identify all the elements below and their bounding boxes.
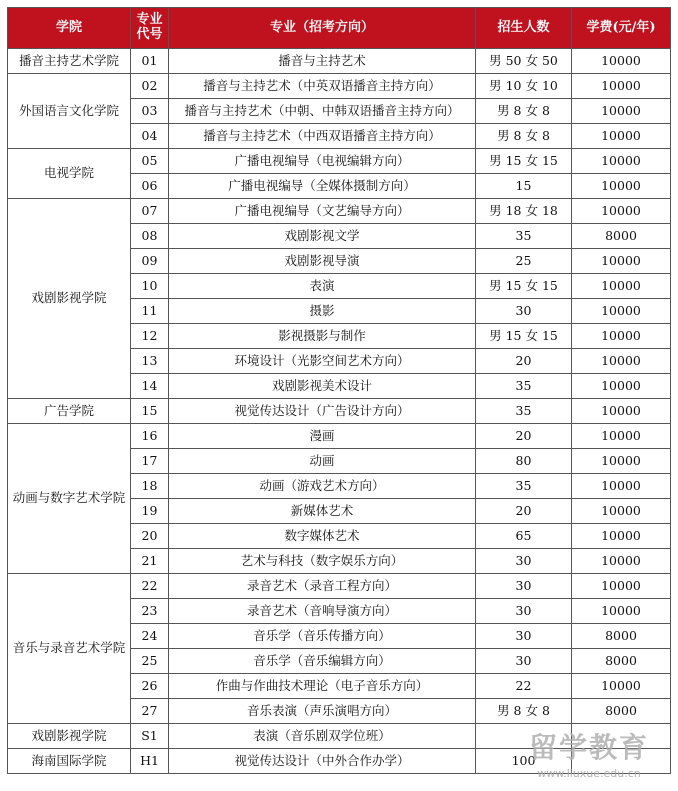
major-cell: 音乐学（音乐传播方向） <box>169 624 476 649</box>
enrollment-cell: 男 15 女 15 <box>476 274 572 299</box>
admissions-table <box>7 7 671 774</box>
tuition-cell: 10000 <box>572 199 671 224</box>
tuition-cell: 10000 <box>572 49 671 74</box>
header-college: 学院 <box>8 8 131 49</box>
enrollment-cell: 22 <box>476 674 572 699</box>
tuition-cell: 10000 <box>572 524 671 549</box>
tuition-cell: 10000 <box>572 424 671 449</box>
tuition-cell: 10000 <box>572 549 671 574</box>
code-cell: 03 <box>131 99 169 124</box>
enrollment-cell: 25 <box>476 249 572 274</box>
code-cell: 18 <box>131 474 169 499</box>
code-cell: 13 <box>131 349 169 374</box>
major-cell: 数字媒体艺术 <box>169 524 476 549</box>
college-cell: 戏剧影视学院 <box>8 199 131 399</box>
code-cell: 16 <box>131 424 169 449</box>
enrollment-cell: 男 15 女 15 <box>476 324 572 349</box>
table-row <box>8 74 671 99</box>
tuition-cell: 10000 <box>572 574 671 599</box>
header-tuition: 学费(元/年) <box>572 8 671 49</box>
tuition-cell: 8000 <box>572 649 671 674</box>
major-cell: 播音与主持艺术（中朝、中韩双语播音主持方向） <box>169 99 476 124</box>
college-cell: 动画与数字艺术学院 <box>8 424 131 574</box>
code-cell: 22 <box>131 574 169 599</box>
code-cell: 19 <box>131 499 169 524</box>
enrollment-cell: 30 <box>476 649 572 674</box>
major-cell: 视觉传达设计（广告设计方向） <box>169 399 476 424</box>
code-cell: 25 <box>131 649 169 674</box>
college-cell: 外国语言文化学院 <box>8 74 131 149</box>
code-cell: 10 <box>131 274 169 299</box>
table-row <box>8 199 671 224</box>
enrollment-cell: 35 <box>476 374 572 399</box>
major-cell: 音乐表演（声乐演唱方向） <box>169 699 476 724</box>
major-cell: 音乐学（音乐编辑方向） <box>169 649 476 674</box>
table-row <box>8 149 671 174</box>
tuition-cell: 8000 <box>572 699 671 724</box>
enrollment-cell: 35 <box>476 474 572 499</box>
major-cell: 广播电视编导（电视编辑方向） <box>169 149 476 174</box>
code-cell: 27 <box>131 699 169 724</box>
table-row <box>8 574 671 599</box>
tuition-cell: 10000 <box>572 474 671 499</box>
enrollment-cell: 100 <box>476 749 572 774</box>
tuition-cell: 10000 <box>572 499 671 524</box>
major-cell: 新媒体艺术 <box>169 499 476 524</box>
code-cell: 20 <box>131 524 169 549</box>
header-code: 专业代号 <box>131 8 169 49</box>
major-cell: 漫画 <box>169 424 476 449</box>
major-cell: 表演（音乐剧双学位班） <box>169 724 476 749</box>
enrollment-cell: 20 <box>476 349 572 374</box>
tuition-cell: 10000 <box>572 99 671 124</box>
table-row <box>8 49 671 74</box>
major-cell: 作曲与作曲技术理论（电子音乐方向） <box>169 674 476 699</box>
code-cell: 26 <box>131 674 169 699</box>
header-row <box>8 8 671 49</box>
enrollment-cell: 20 <box>476 424 572 449</box>
enrollment-cell: 15 <box>476 174 572 199</box>
major-cell: 视觉传达设计（中外合作办学） <box>169 749 476 774</box>
tuition-cell <box>572 749 671 774</box>
tuition-cell: 10000 <box>572 374 671 399</box>
enrollment-cell: 35 <box>476 399 572 424</box>
enrollment-cell: 男 15 女 15 <box>476 149 572 174</box>
enrollment-cell: 35 <box>476 224 572 249</box>
major-cell: 戏剧影视导演 <box>169 249 476 274</box>
major-cell: 动画 <box>169 449 476 474</box>
major-cell: 影视摄影与制作 <box>169 324 476 349</box>
tuition-cell: 10000 <box>572 349 671 374</box>
tuition-cell: 10000 <box>572 299 671 324</box>
major-cell: 录音艺术（音响导演方向） <box>169 599 476 624</box>
code-cell: 01 <box>131 49 169 74</box>
code-cell: 12 <box>131 324 169 349</box>
code-cell: 06 <box>131 174 169 199</box>
header-enrollment: 招生人数 <box>476 8 572 49</box>
major-cell: 艺术与科技（数字娱乐方向） <box>169 549 476 574</box>
code-cell: 07 <box>131 199 169 224</box>
tuition-cell: 10000 <box>572 274 671 299</box>
enrollment-cell: 男 10 女 10 <box>476 74 572 99</box>
tuition-cell: 10000 <box>572 124 671 149</box>
code-cell: 15 <box>131 399 169 424</box>
table-row <box>8 724 671 749</box>
enrollment-cell: 30 <box>476 549 572 574</box>
major-cell: 表演 <box>169 274 476 299</box>
tuition-cell: 10000 <box>572 149 671 174</box>
college-cell: 音乐与录音艺术学院 <box>8 574 131 724</box>
college-cell: 戏剧影视学院 <box>8 724 131 749</box>
major-cell: 录音艺术（录音工程方向） <box>169 574 476 599</box>
college-cell: 电视学院 <box>8 149 131 199</box>
enrollment-cell: 65 <box>476 524 572 549</box>
tuition-cell: 8000 <box>572 624 671 649</box>
watermark-url: www.liuxue.edu.cn <box>537 767 641 780</box>
code-cell: 23 <box>131 599 169 624</box>
code-cell: H1 <box>131 749 169 774</box>
major-cell: 戏剧影视美术设计 <box>169 374 476 399</box>
enrollment-cell: 男 8 女 8 <box>476 99 572 124</box>
code-cell: 02 <box>131 74 169 99</box>
major-cell: 播音与主持艺术（中西双语播音主持方向） <box>169 124 476 149</box>
code-cell: 09 <box>131 249 169 274</box>
major-cell: 摄影 <box>169 299 476 324</box>
table-row <box>8 749 671 774</box>
major-cell: 播音与主持艺术（中英双语播音主持方向） <box>169 74 476 99</box>
enrollment-cell: 男 8 女 8 <box>476 124 572 149</box>
enrollment-cell <box>476 724 572 749</box>
major-cell: 环境设计（光影空间艺术方向） <box>169 349 476 374</box>
header-major: 专业（招考方向） <box>169 8 476 49</box>
enrollment-cell: 男 8 女 8 <box>476 699 572 724</box>
tuition-cell: 8000 <box>572 224 671 249</box>
enrollment-cell: 30 <box>476 299 572 324</box>
major-cell: 戏剧影视文学 <box>169 224 476 249</box>
table-header <box>8 8 671 49</box>
code-cell: S1 <box>131 724 169 749</box>
college-cell: 海南国际学院 <box>8 749 131 774</box>
major-cell: 动画（游戏艺术方向） <box>169 474 476 499</box>
code-cell: 11 <box>131 299 169 324</box>
tuition-cell: 10000 <box>572 399 671 424</box>
tuition-cell: 10000 <box>572 674 671 699</box>
major-cell: 广播电视编导（全媒体摄制方向） <box>169 174 476 199</box>
tuition-cell: 10000 <box>572 249 671 274</box>
code-cell: 24 <box>131 624 169 649</box>
major-cell: 广播电视编导（文艺编导方向） <box>169 199 476 224</box>
enrollment-cell: 30 <box>476 599 572 624</box>
table-row <box>8 424 671 449</box>
major-cell: 播音与主持艺术 <box>169 49 476 74</box>
code-cell: 14 <box>131 374 169 399</box>
tuition-cell: 10000 <box>572 449 671 474</box>
enrollment-cell: 30 <box>476 624 572 649</box>
code-cell: 21 <box>131 549 169 574</box>
tuition-cell: 10000 <box>572 599 671 624</box>
code-cell: 04 <box>131 124 169 149</box>
code-cell: 05 <box>131 149 169 174</box>
enrollment-cell: 80 <box>476 449 572 474</box>
tuition-cell: 10000 <box>572 74 671 99</box>
table-row <box>8 399 671 424</box>
enrollment-cell: 20 <box>476 499 572 524</box>
enrollment-cell: 男 50 女 50 <box>476 49 572 74</box>
watermark-logo-text: 留学教育 <box>528 731 649 764</box>
code-cell: 17 <box>131 449 169 474</box>
college-cell: 广告学院 <box>8 399 131 424</box>
table-body <box>8 49 671 774</box>
tuition-cell <box>572 724 671 749</box>
enrollment-cell: 30 <box>476 574 572 599</box>
tuition-cell: 10000 <box>572 324 671 349</box>
college-cell: 播音主持艺术学院 <box>8 49 131 74</box>
code-cell: 08 <box>131 224 169 249</box>
enrollment-cell: 男 18 女 18 <box>476 199 572 224</box>
tuition-cell: 10000 <box>572 174 671 199</box>
